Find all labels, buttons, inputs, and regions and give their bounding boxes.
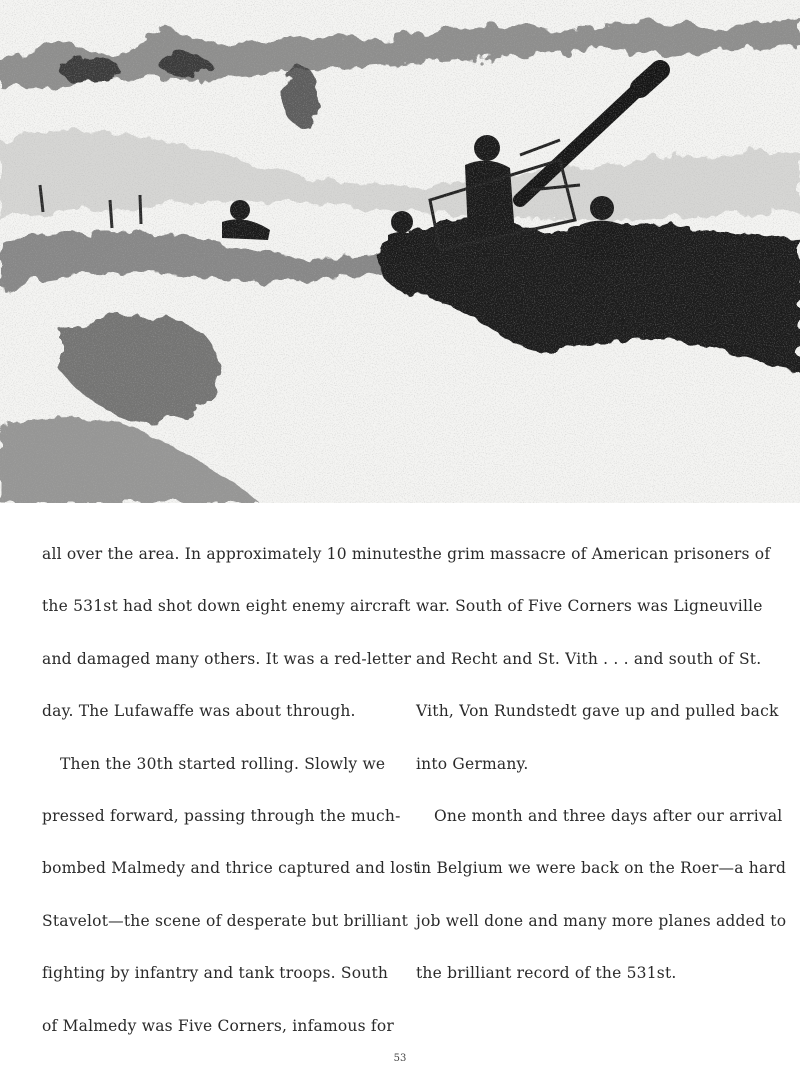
text-column-right	[416, 528, 787, 1000]
text-line: fighting by infantry and tank troops. South	[42, 964, 389, 983]
text-column-left	[42, 528, 420, 1052]
text-line: One month and three days after our arrival	[434, 806, 783, 825]
text-line: of Malmedy was Five Corners, infamous for	[42, 1016, 394, 1035]
text-line: bombed Malmedy and thrice captured and lost	[42, 859, 420, 878]
text-line: the 531st had shot down eight enemy aircraft	[42, 597, 411, 616]
text-line: day. The Lufawaffe was about through.	[42, 702, 356, 721]
text-line: Vith, Von Rundstedt gave up and pulled back	[416, 702, 779, 721]
text-line: war. South of Five Corners was Ligneuville	[416, 597, 763, 616]
text-line: pressed forward, passing through the much-	[42, 806, 401, 825]
text-line: into Germany.	[416, 754, 529, 773]
antiaircraft-gun-photo-icon	[0, 0, 800, 503]
war-photograph	[0, 0, 800, 503]
text-line: all over the area. In approximately 10 minutes	[42, 545, 417, 563]
text-line: Stavelot—the scene of desperate but brilliant	[42, 911, 409, 930]
text-line: the grim massacre of American prisoners of	[416, 545, 771, 563]
text-line: job well done and many more planes added to	[416, 911, 787, 930]
text-line: Then the 30th started rolling. Slowly we	[60, 754, 386, 773]
page-number: 53	[393, 1053, 407, 1064]
text-line: the brilliant record of the 531st.	[416, 964, 677, 983]
text-line: and Recht and St. Vith . . . and south of St.	[416, 649, 762, 668]
text-line: and damaged many others. It was a red-letter	[42, 649, 412, 668]
text-line: in Belgium we were back on the Roer—a hard	[416, 859, 787, 878]
